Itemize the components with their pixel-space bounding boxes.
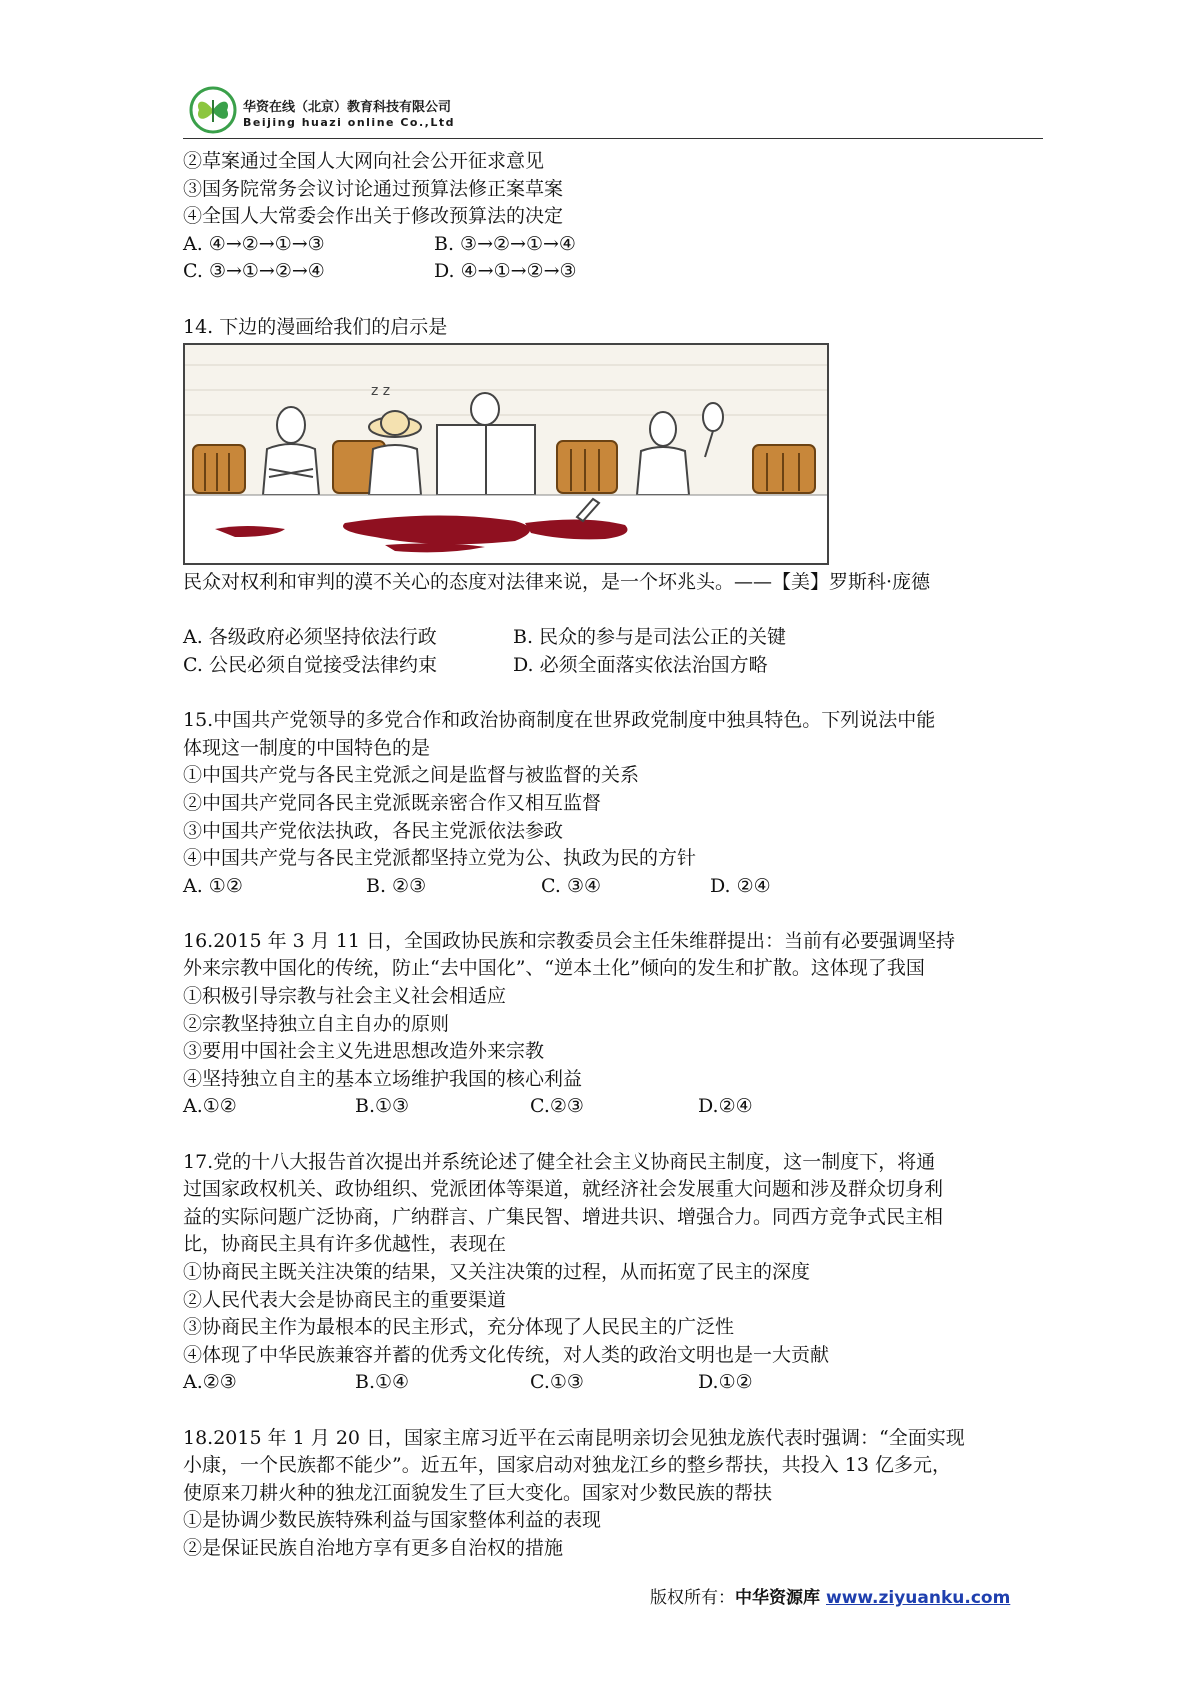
site-url-link[interactable]: www.ziyuanku.com	[826, 1588, 1011, 1608]
q13-option-a: A. ④→②→①→③	[183, 232, 325, 255]
q15-item-3: ③中国共产党依法执政，各民主党派依法参政	[183, 819, 564, 842]
q14-quote: 民众对权利和审判的漠不关心的态度对法律来说，是一个坏兆头。——【美】罗斯科·庞德	[183, 571, 931, 594]
svg-text:z z: z z	[371, 383, 391, 400]
butterfly-logo-icon	[189, 86, 237, 134]
copyright-label: 版权所有：	[650, 1588, 735, 1608]
question-17	[183, 1149, 1033, 1397]
q15-item-1: ①中国共产党与各民主党派之间是监督与被监督的关系	[183, 764, 640, 787]
q16-option-b: B.①③	[355, 1095, 410, 1118]
q13-option-d: D. ④→①→②→③	[434, 260, 577, 283]
q14-option-d: D. 必须全面落实依法治国方略	[513, 653, 768, 676]
question-13	[183, 148, 1033, 286]
q17-item-3: ③协商民主作为最根本的民主形式，充分体现了人民民主的广泛性	[183, 1316, 735, 1339]
q16-item-1: ①积极引导宗教与社会主义社会相适应	[183, 985, 507, 1008]
company-name-cn: 华资在线（北京）教育科技有限公司	[243, 100, 452, 115]
q17-stem-line-2: 过国家政权机关、政协组织、党派团体等渠道，就经济社会发展重大问题和涉及群众切身利	[183, 1178, 944, 1201]
q17-item-2: ②人民代表大会是协商民主的重要渠道	[183, 1288, 507, 1311]
page-header	[183, 82, 1043, 142]
q14-options-row-1	[183, 624, 1033, 652]
question-16	[183, 928, 1033, 1121]
q17-stem-line-4: 比，协商民主具有许多优越性，表现在	[183, 1233, 507, 1256]
q16-option-a: A.①②	[183, 1095, 237, 1118]
q16-option-d: D.②④	[698, 1095, 753, 1118]
q17-options-row	[183, 1369, 1033, 1397]
q18-stem-line-1: 18.2015 年 1 月 20 日，国家主席习近平在云南昆明亲切会见独龙族代表时强调：“全面实现	[183, 1426, 965, 1449]
q13-options-row-1	[183, 231, 1033, 259]
q13-item-2: ②草案通过全国人大网向社会公开征求意见	[183, 150, 545, 172]
q18-stem-line-2: 小康，一个民族都不能少”。近五年，国家启动对独龙江乡的整乡帮扶，共投入 13 亿多元，	[183, 1454, 951, 1477]
page-footer	[650, 1583, 1010, 1608]
q16-stem-line-2: 外来宗教中国化的传统，防止“去中国化”、“逆本土化”倾向的发生和扩散。这体现了我国	[183, 957, 925, 980]
q15-option-a: A. ①②	[183, 874, 243, 897]
q18-item-1: ①是协调少数民族特殊利益与国家整体利益的表现	[183, 1509, 602, 1532]
q13-option-b: B. ③→②→①→④	[434, 232, 576, 255]
q17-item-1: ①协商民主既关注决策的结果，又关注决策的过程，从而拓宽了民主的深度	[183, 1261, 811, 1283]
question-15	[183, 707, 1033, 900]
q15-stem-line-1: 15.中国共产党领导的多党合作和政治协商制度在世界政党制度中独具特色。下列说法中能	[183, 709, 936, 732]
exam-content	[183, 148, 1033, 1563]
q16-options-row	[183, 1093, 1033, 1121]
q15-option-b: B. ②③	[366, 874, 427, 897]
q13-option-c: C. ③→①→②→④	[183, 260, 325, 283]
q17-stem-line-1: 17.党的十八大报告首次提出并系统论述了健全社会主义协商民主制度，这一制度下，将通	[183, 1150, 936, 1173]
question-14	[183, 314, 1033, 680]
q18-stem-line-3: 使原来刀耕火种的独龙江面貌发生了巨大变化。国家对少数民族的帮扶	[183, 1481, 773, 1504]
q15-stem-line-2: 体现这一制度的中国特色的是	[183, 736, 431, 759]
q15-option-d: D. ②④	[710, 874, 771, 897]
q17-option-a: A.②③	[183, 1371, 237, 1394]
q13-options-row-2	[183, 258, 1033, 286]
header-divider	[183, 138, 1043, 139]
q16-item-2: ②宗教坚持独立自主自办的原则	[183, 1012, 450, 1035]
q13-item-4: ④全国人大常委会作出关于修改预算法的决定	[183, 205, 564, 228]
q16-item-4: ④坚持独立自主的基本立场维护我国的核心利益	[183, 1067, 583, 1090]
q16-item-3: ③要用中国社会主义先进思想改造外来宗教	[183, 1040, 545, 1063]
courtroom-cartoon-image	[183, 343, 829, 565]
q17-stem-line-3: 益的实际问题广泛协商，广纳群言、广集民智、增进共识、增强合力。同西方竞争式民主相	[183, 1205, 944, 1228]
q15-option-c: C. ③④	[541, 874, 602, 897]
site-name: 中华资源库	[735, 1588, 820, 1608]
q14-option-b: B. 民众的参与是司法公正的关键	[513, 626, 787, 649]
q17-option-b: B.①④	[355, 1371, 410, 1394]
q17-option-c: C.①③	[530, 1371, 584, 1394]
q17-item-4: ④体现了中华民族兼容并蓄的优秀文化传统，对人类的政治文明也是一大贡献	[183, 1343, 830, 1366]
q18-item-2: ②是保证民族自治地方享有更多自治权的措施	[183, 1536, 564, 1559]
q15-options-row	[183, 873, 1033, 901]
q15-item-2: ②中国共产党同各民主党派既亲密合作又相互监督	[183, 791, 602, 814]
q17-option-d: D.①②	[698, 1371, 753, 1394]
question-18	[183, 1425, 1033, 1563]
q13-item-3: ③国务院常务会议讨论通过预算法修正案草案	[183, 177, 564, 200]
q14-stem: 14. 下边的漫画给我们的启示是	[183, 315, 448, 338]
q14-options-row-2	[183, 652, 1033, 680]
company-name-en: Beijing huazi online Co.,Ltd	[243, 116, 455, 129]
q14-option-c: C. 公民必须自觉接受法律约束	[183, 653, 437, 676]
q16-stem-line-1: 16.2015 年 3 月 11 日，全国政协民族和宗教委员会主任朱维群提出：当前有必要强调坚持	[183, 929, 956, 952]
q14-option-a: A. 各级政府必须坚持依法行政	[183, 626, 437, 649]
q16-option-c: C.②③	[530, 1095, 584, 1118]
q15-item-4: ④中国共产党与各民主党派都坚持立党为公、执政为民的方针	[183, 847, 697, 870]
